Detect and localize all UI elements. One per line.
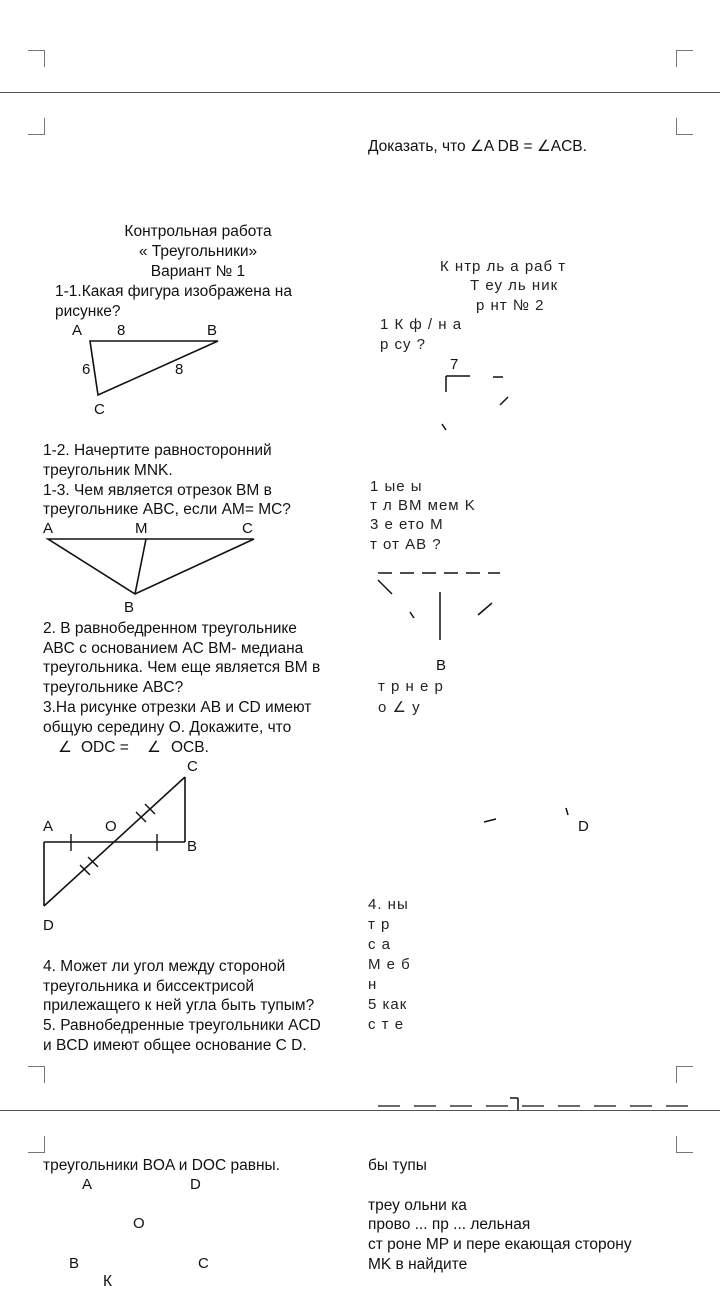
side-label-ab: 8 [117, 322, 126, 339]
question-4: 4. Может ли угол между стороной [43, 958, 286, 975]
vertex-label-c: C [198, 1255, 209, 1272]
question-2: треугольнике ABC? [43, 679, 184, 696]
vertex-label-a: A [43, 818, 54, 835]
question-fragment: 3 е ето M [370, 516, 444, 533]
question-fragment: т р [368, 916, 391, 933]
question-fragment: т л BM мем K [370, 497, 476, 514]
question-fragment: о ∠ у [378, 699, 421, 716]
angle-symbol: ∠ [147, 739, 161, 756]
heading-fragment: р нт № 2 [476, 297, 545, 314]
question-1-3: треугольнике ABC, если AM= MC? [43, 501, 291, 518]
question-fragment: с т е [368, 1016, 405, 1033]
vertex-label-a: A [72, 322, 83, 339]
question-fragment: с а [368, 936, 392, 953]
angle-symbol: ∠ [58, 739, 72, 756]
question-5: 5. Равнобедренные треугольники ACD [43, 1017, 321, 1034]
question-1-2: треугольник MNK. [43, 462, 173, 479]
bottom-fragment: MK в найдите [368, 1256, 468, 1273]
question-fragment: 1 К ф / н а [380, 316, 463, 333]
question-1-2: 1-2. Начертите равносторонний [43, 442, 272, 459]
heading-line: « Треугольники» [138, 243, 258, 260]
vertex-label-d: D [43, 917, 54, 934]
heading-line: Контрольная работа [124, 223, 272, 240]
question-fragment: 1 ые ы [370, 478, 423, 495]
question-2: 2. В равнобедренном треугольнике [43, 620, 297, 637]
vertex-label-c: C [187, 758, 198, 775]
question-1-1: рисунке? [55, 303, 121, 320]
question-4: треугольника и биссектрисой [43, 978, 255, 995]
vertex-label-o: O [133, 1215, 145, 1232]
question-3: общую середину O. Докажите, что [43, 719, 292, 736]
angle-ocb: OCB. [171, 739, 209, 756]
bottom-fragment: ст роне MP и пере екающая сторону [368, 1236, 632, 1253]
question-2: ABC с основанием AC BM- медиана [43, 640, 304, 657]
question-fragment: 5 как [368, 996, 408, 1013]
question-1-3: 1-3. Чем является отрезок BM в [43, 482, 272, 499]
question-1-1: 1-1.Какая фигура изображена на [55, 283, 292, 300]
bottom-fragment: прово ... пр ... лельная [368, 1216, 531, 1233]
vertex-label-a: A [43, 520, 54, 537]
vertex-label-b: B [124, 599, 135, 616]
side-label-bc: 8 [175, 361, 184, 378]
next-page-line: треугольники BOA и DOC равны. [43, 1157, 280, 1174]
question-fragment: р су ? [380, 336, 427, 353]
question-fragment: н [368, 976, 378, 993]
question-2: треугольника. Чем еще является BM в [43, 659, 321, 676]
vertex-label-c: C [242, 520, 253, 537]
question-3: 3.На рисунке отрезки AB и CD имеют [43, 699, 312, 716]
vertex-label-a: A [82, 1176, 93, 1193]
cut-off-line: К [103, 1273, 113, 1290]
question-5: и BCD имеют общее основание C D. [43, 1037, 307, 1054]
vertex-label-b: B [187, 838, 198, 855]
bottom-fragment: треу ольни ка [368, 1197, 467, 1214]
question-fragment: M е б [368, 956, 411, 973]
heading-line: Вариант № 1 [150, 263, 246, 280]
heading-fragment: К нтр ль а раб т [440, 258, 567, 275]
vertex-label-b: B [436, 657, 447, 674]
question-fragment: т от АВ ? [370, 536, 442, 553]
vertex-label-d: D [578, 818, 589, 835]
vertex-label-b: B [207, 322, 218, 339]
vertex-label-b: B [69, 1255, 80, 1272]
vertex-label-m: M [135, 520, 148, 537]
vertex-label-o: O [105, 818, 117, 835]
bottom-fragment: бы тупы [368, 1157, 427, 1174]
heading-fragment: Т еу ль ник [470, 277, 559, 294]
angle-odc: ODC = [81, 739, 129, 756]
vertex-label-d: D [190, 1176, 201, 1193]
side-label-ac: 6 [82, 361, 91, 378]
side-label-7: 7 [450, 356, 459, 373]
question-fragment: 4. ны [368, 896, 409, 913]
question-fragment: т р н е р [378, 678, 444, 695]
question-4: прилежащего к ней угла быть тупым? [43, 997, 315, 1014]
prove-line: Доказать, что ∠A DB = ∠ACB. [368, 138, 587, 155]
vertex-label-c: C [94, 401, 105, 418]
